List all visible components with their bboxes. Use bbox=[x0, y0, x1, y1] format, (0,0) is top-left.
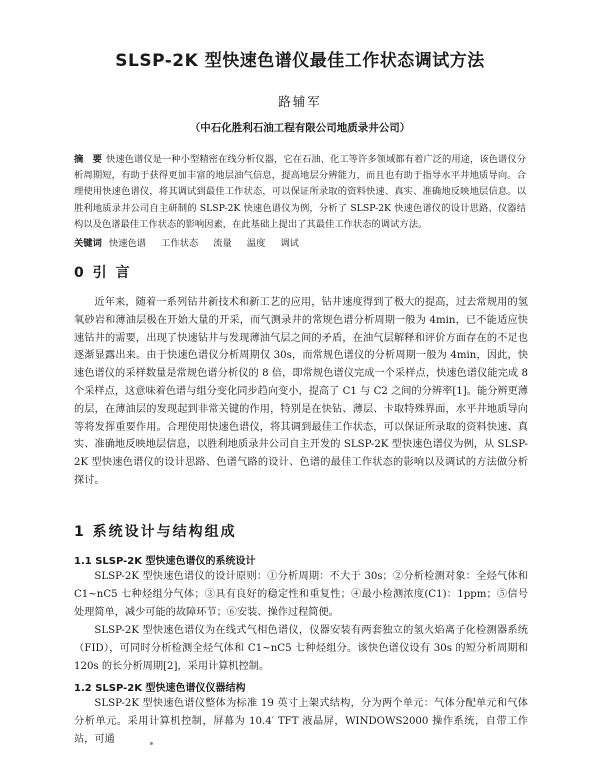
gc-description-paragraph: SLSP-2K 型快速色谱仪为在线式气相色谱仪，仪器安装有两套独立的氢火焰离子化检测器系统（FID），可同时分析检测全烃气体和 C1~nC5 七种烃组分。该快色谱仪设有 30s 的短分析周期和 120s 的长分析周期[2]，采用计算机控制。 bbox=[74, 625, 528, 672]
section-heading-system-design: 1 系统设计与结构组成 bbox=[74, 524, 237, 540]
design-principles-paragraph: SLSP-2K 型快速色谱仪的设计原则：①分析周期：不大于 30s；②分析检测对象：全烃气体和 C1~nC5 七种烃组分气体；③具有良好的稳定性和重复性；④最小检测浓度(C1)：1ppm；⑤信号处理简单，减少可能的故障环节；⑥安装、操作过程简便。 bbox=[74, 571, 528, 618]
subsection-heading-structure: 1.2 SLSP-2K 型快速色谱仪仪器结构 bbox=[74, 683, 246, 694]
keyword: 温度 bbox=[246, 238, 266, 249]
introduction-paragraph: 近年来，随着一系列钻井新技术和新工艺的应用，钻井速度得到了极大的提高，过去常规用的氢氧砂岩和薄油层极在开始大量的开采，而气测录井的常规色谱分析周期一般为 4min，已不能适应快速钻井的需要，出现了快速钻井与发现薄油气层之间的矛盾，在油气层解释和评价方面存在的不足也逐渐显露出来。由于快速色谱仪分析周期仅 30s，而常规色谱仪的分析周期一般为 4min，因此，快速色谱仪的采样数量是常规色谱分析仪的 8 倍，即常规色谱仪完成一个采样点，快速色谱仪能完成 8 个采样点，这意味着色谱与组分变化同步趋向变小，提高了 C1 与 C2 之间的分辨率[1]。能分辨更薄的层，在薄油层的发现起到非常关键的作用，特别是在快钻、薄层、卡取特殊界面，水平井地质导向等将发挥重要作用。合理使用快速色谱仪，将其调到最佳工作状态，可以保证所录取的资料快速、真实、准确地反映地层信息，以胜利地质录井公司自主开发的 SLSP-2K 型快速色谱仪为例，从 SLSP-2K 型快速色谱仪的设计思路、色谱气路的设计、色谱的最佳工作状态的影响以及调试的方法做分析探讨。 bbox=[74, 297, 528, 486]
scan-speck bbox=[150, 742, 153, 745]
keyword: 快速色谱 bbox=[108, 238, 147, 249]
subsection-heading-system-design: 1.1 SLSP-2K 型快速色谱仪的系统设计 bbox=[74, 556, 256, 567]
keywords bbox=[74, 235, 526, 249]
abstract bbox=[74, 152, 526, 233]
keywords-label: 关键词 bbox=[74, 238, 102, 249]
keyword: 流量 bbox=[213, 238, 232, 249]
author-affiliation: （中石化胜利石油工程有限公司地质录井公司） bbox=[189, 122, 411, 134]
keyword: 工作状态 bbox=[161, 238, 199, 249]
abstract-text: 快速色谱仪是一种小型精密在线分析仪器，它在石油、化工等许多领域都有着广泛的用途，该色谱仪分析周期短，有助于获得更加丰富的地层油气信息，提高地层分辨能力，而且也有助于指导水平井地质导向。合理使用快速色谱仪，将其调试到最佳工作状态，可以保证所录取的资料快速、真实、准确地反映地层信息。以胜利地质录井公司自主研制的 SLSP-2K 快速色谱仪为例，分析了 SLSP-2K 快速色谱仪的设计思路、仪器结构以及色谱最佳工作状态的影响因素，在此基础上提出了其最佳工作状态的调试方法。 bbox=[74, 154, 526, 230]
keyword: 调试 bbox=[280, 238, 299, 249]
section-heading-introduction: 0 引 言 bbox=[74, 265, 132, 281]
author-name: 路辅军 bbox=[278, 94, 322, 109]
paper-title: SLSP-2K 型快速色谱仪最佳工作状态调试方法 bbox=[115, 51, 485, 71]
structure-paragraph: SLSP-2K 型快速色谱仪整体为标准 19 英寸上架式结构，分为两个单元：气体分配单元和气体分析单元。采用计算机控制，屏幕为 10.4′ TFT 液晶屏，WINDOWS2000 操作系统，自带工作站，可通 bbox=[74, 698, 528, 745]
abstract-label: 摘 要 bbox=[74, 154, 103, 165]
